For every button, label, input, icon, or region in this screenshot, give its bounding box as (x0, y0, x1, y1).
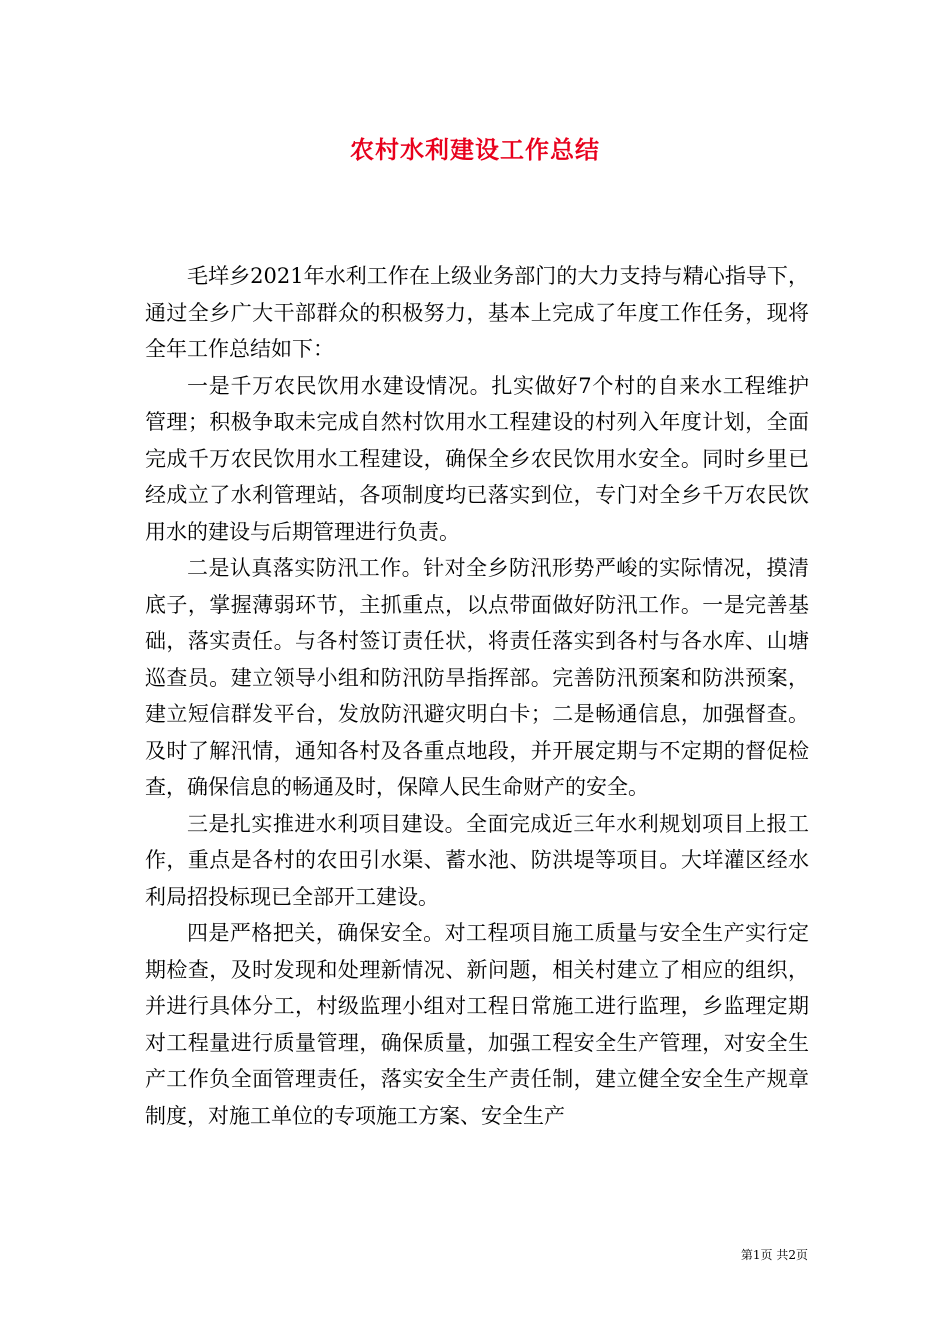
page-number: 第1页 共2页 (740, 1248, 808, 1262)
paragraph-water-projects: 三是扎实推进水利项目建设。全面完成近三年水利规划项目上报工作，重点是各村的农田引水渠、蓄水池、防洪堤等项目。大垟灌区经水利局招投标现已全部开工建设。 (145, 811, 809, 909)
document-body (145, 258, 809, 1134)
paragraph-drinking-water: 一是千万农民饮用水建设情况。扎实做好7个村的自来水工程维护管理；积极争取未完成自然村饮用水工程建设的村列入年度计划，全面完成千万农民饮用水工程建设，确保全乡农民饮用水安全。同时乡里已经成立了水利管理站，各项制度均已落实到位，专门对全乡千万农民饮用水的建设与后期管理进行负责。 (145, 373, 809, 544)
paragraph-safety: 四是严格把关，确保安全。对工程项目施工质量与安全生产实行定期检查，及时发现和处理新情况、新问题，相关村建立了相应的组织，并进行具体分工，村级监理小组对工程日常施工进行监理，乡监理定期对工程量进行质量管理，确保质量，加强工程安全生产管理，对安全生产工作负全面管理责任，落实安全生产责任制，建立健全安全生产规章制度，对施工单位的专项施工方案、安全生产 (145, 921, 809, 1128)
document-title: 农村水利建设工作总结 (350, 135, 600, 164)
paragraph-flood-control: 二是认真落实防汛工作。针对全乡防汛形势严峻的实际情况，摸清底子，掌握薄弱环节，主抓重点，以点带面做好防汛工作。一是完善基础，落实责任。与各村签订责任状，将责任落实到各村与各水库、山塘巡查员。建立领导小组和防汛防旱指挥部。完善防汛预案和防洪预案，建立短信群发平台，发放防汛避灾明白卡；二是畅通信息，加强督查。及时了解汛情，通知各村及各重点地段，并开展定期与不定期的督促检查，确保信息的畅通及时，保障人民生命财产的安全。 (145, 556, 809, 799)
paragraph-intro: 毛垟乡2021年水利工作在上级业务部门的大力支持与精心指导下，通过全乡广大干部群众的积极努力，基本上完成了年度工作任务，现将全年工作总结如下： (145, 264, 809, 361)
